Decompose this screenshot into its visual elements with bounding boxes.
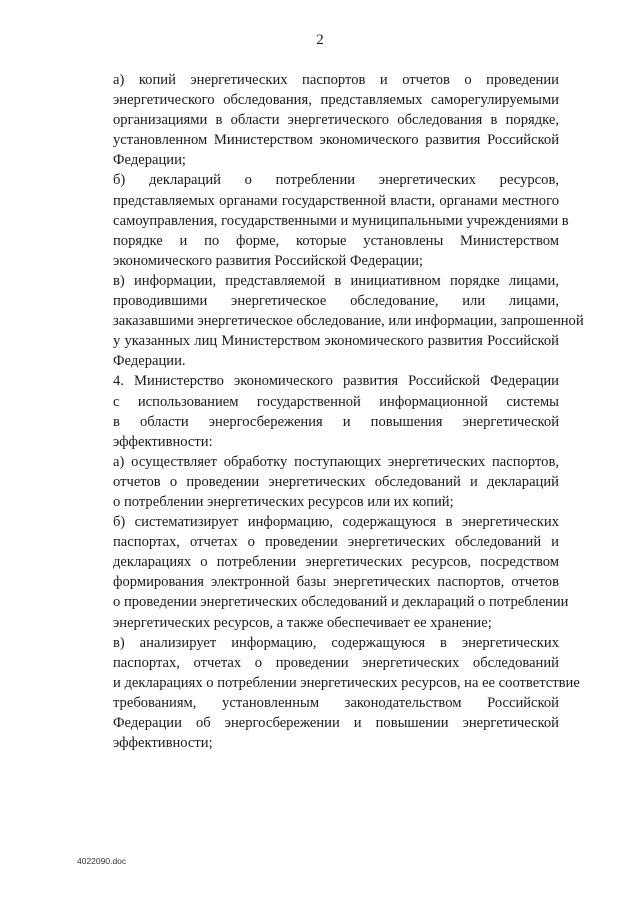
text-line: паспортах, отчетах о проведении энергетических обследований (113, 654, 559, 671)
text-line: заказавшими энергетическое обследование, или информации, запрошенной (113, 313, 584, 330)
text-line: паспортах, отчетах о проведении энергетических обследований и (113, 534, 559, 551)
text-line: отчетов о проведении энергетических обследований и деклараций (113, 473, 559, 490)
text-line: организациями в области энергетического обследования в порядке, (113, 112, 559, 129)
text-line: энергетических ресурсов, а также обеспечивает ее хранение; (113, 614, 492, 631)
text-line: Федерации. (113, 353, 186, 370)
document-body (77, 70, 584, 753)
text-line: в области энергосбережения и повышения энергетической (113, 413, 559, 430)
paragraph-analysis (77, 633, 580, 754)
text-line: в) информации, представляемой в инициативном порядке лицами, (113, 272, 559, 289)
paragraph-copies-of-passports (77, 70, 559, 170)
text-line: 4. Министерство экономического развития Российской Федерации (113, 373, 559, 390)
text-line: установленном Министерством экономического развития Российской (113, 132, 559, 149)
file-name-footer: 4022090.doc (77, 856, 127, 866)
page-number: 2 (316, 32, 324, 48)
text-line: эффективности: (113, 433, 213, 450)
text-line: требованиям, установленным законодательством Российской (113, 694, 559, 711)
text-line: и декларациях о потреблении энергетических ресурсов, на ее соответствие (113, 674, 580, 691)
text-line: представляемых органами государственной власти, органами местного (113, 192, 559, 209)
paragraph-processing (77, 452, 559, 512)
paragraph-declarations (77, 170, 569, 270)
text-line: самоуправления, государственными и муниципальными учреждениями в (113, 212, 569, 229)
text-line: а) осуществляет обработку поступающих энергетических паспортов, (113, 453, 559, 470)
paragraph-systematization (77, 512, 569, 633)
text-line: Федерации; (113, 152, 186, 169)
text-line: порядке и по форме, которые установлены Министерством (113, 232, 559, 249)
text-line: о потреблении энергетических ресурсов или их копий; (113, 493, 454, 510)
text-line: энергетического обследования, представляемых саморегулируемыми (113, 92, 559, 109)
text-line: б) деклараций о потреблении энергетических ресурсов, (113, 172, 559, 189)
text-line: о проведении энергетических обследований и деклараций о потреблении (113, 594, 569, 611)
text-line: а) копий энергетических паспортов и отчетов о проведении (113, 72, 559, 88)
text-line: формирования электронной базы энергетических паспортов, отчетов (113, 574, 559, 591)
text-line: эффективности; (113, 735, 213, 752)
text-line: у указанных лиц Министерством экономического развития Российской (113, 333, 559, 350)
paragraph-section-4 (77, 371, 559, 451)
text-line: декларациях о потреблении энергетических ресурсов, посредством (113, 554, 559, 571)
text-line: Федерации об энергосбережении и повышении энергетической (113, 715, 559, 731)
text-line: в) анализирует информацию, содержащуюся в энергетических (113, 634, 559, 651)
text-line: экономического развития Российской Федерации; (113, 252, 423, 269)
text-line: с использованием государственной информационной системы (113, 393, 559, 410)
text-line: б) систематизирует информацию, содержащуюся в энергетических (113, 514, 559, 531)
text-line: проводившими энергетическое обследование, или лицами, (113, 293, 559, 310)
paragraph-initiative-information (77, 271, 584, 371)
